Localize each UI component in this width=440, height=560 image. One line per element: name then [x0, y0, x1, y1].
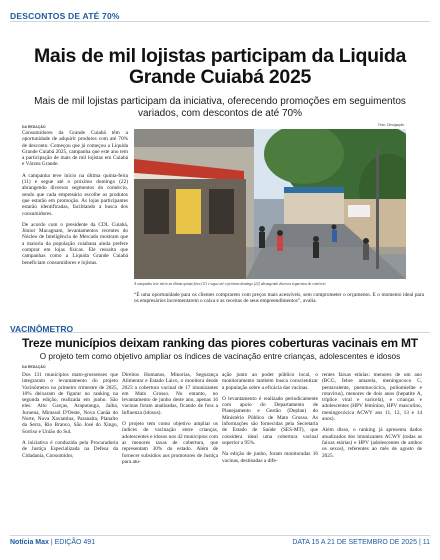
paragraph: A iniciativa é conduzida pela Procuradoria de Justiça Especializada na Defesa da Cidadania, Consumidor, [22, 439, 118, 459]
article2-column-4 [322, 372, 422, 464]
byline: DA REDAÇÃO [22, 365, 46, 369]
article1-column-1 [22, 130, 128, 271]
byline: DA REDAÇÃO [22, 125, 46, 129]
page-separator: | [418, 539, 421, 546]
article2-column-2 [122, 372, 218, 470]
article2-headline: Treze municípios deixam ranking das piores coberturas vacinais em MT [22, 336, 418, 350]
page-footer [10, 535, 430, 549]
article2-subhead: O projeto tem como objetivo ampliar os índices de vacinação entre crianças, adolescentes e idosos [39, 352, 401, 361]
page-number: 11 [422, 539, 430, 546]
paragraph: Na edição de junho, foram monitoradas 16 vacinas, destinadas a dife- [222, 451, 318, 464]
section-tag-vacinometro [10, 319, 430, 333]
footer-dates [292, 539, 430, 546]
paragraph: ação junto ao poder público local, o monitoramento também busca conscientizar a população sobre a eficácia das vacinas. [222, 372, 318, 391]
paragraph: Dos 131 municípios mato-grossenses que integraram o levantamento do projeto Vacinômetro no primeiro trimestre de 2025, 10% deixaram de figurar no ranking na segunda edição, realizada em junho. São eles: Alto Garças, Araputanga, Jaíba, Juruena, Mirassol D'Oeste, Nova Canãa do Norte, Nova Xavantina, Paranaíta, Planalto da Serra, Rio Branco, São José do Xingu, Sorriso e União do Sul. [22, 372, 118, 435]
paragraph: Direitos Humanos, Minorias, Segurança Alimentar e Estado Laico, o monitora desde 2023 a cobertura vacinal de 17 imunizantes em Mato Grosso. No entanto, no levantamento de junho deste ano, apenas 16 vacinas foram analisadas, ficando de fora a Influenza (idosos). [122, 372, 218, 416]
photo-caption: A campanha teve início na última quinta-feira (11) e segue até o próximo domingo (22) abrangendo diversos segmentos do comércio [134, 282, 326, 286]
article2-column-3 [222, 372, 318, 469]
article-quote: “É uma oportunidade para os clientes comprarem com preços mais acessíveis, sem comprometer o orçamento. E o momento ideal para os empresários incrementarem o caixa e as receitas de seus empreendimentos”, avalia. [134, 292, 424, 305]
paragraph: Além disso, o ranking já apresenta dados atualizados dos imunizantes ACWY (todas as faixas etárias) e HPV (adolescentes de ambos os sexos), referentes ao mês de agosto de 2025. [322, 427, 422, 459]
paragraph: O levantamento é realizado periodicamente com apoio do Departamento de Planejamento e Gestão (Deplan) do Ministério Público de Mato Grosso. As informações são fornecidas pela Secretaria de Estado de Saúde (SES-MT), que considera ideal uma cobertura vacinal superior a 95%. [222, 395, 318, 446]
article-photo [134, 129, 406, 279]
photo-credit: Foto: Divulgação [378, 123, 405, 127]
paragraph: De acordo com o presidente da CDL Cuiabá, Júnior Macagnam, levantamentos recentes do Núcleo de Inteligência de Mercado mostram que a maioria da população cuiabana ainda prefere comprar em lojas físicas. Ele ressalta que campanhas como a Liquida Grande Cuiabá beneficiam consumidores e lojistas. [22, 221, 128, 266]
date-range: DATA 15 A 21 DE SETEMBRO DE 2025 [292, 539, 417, 546]
section-label: VACINÔMETRO [10, 324, 74, 334]
article2-column-1 [22, 372, 118, 464]
section-tag-top [10, 6, 430, 22]
paragraph: O projeto tem como objetivo ampliar os índices de vacinação entre crianças, adolescentes e idosos nos 42 municípios com as menores taxas de cobertura, que representam 30% do estado. Além de fornecer subsídios aos promotores de Justiça para atu- [122, 421, 218, 465]
article-headline: Mais de mil lojistas participam da Liquida Grande Cuiabá 2025 [33, 45, 407, 88]
footer-brand [10, 539, 95, 546]
section-label: DESCONTOS DE ATÉ 70% [10, 11, 120, 21]
street-scene-image [134, 129, 406, 279]
article-subhead: Mais de mil lojistas participam da iniciativa, oferecendo promoções em seguimentos variados, com descontos de até 70% [34, 96, 406, 119]
edition-number: | EDIÇÃO 491 [50, 539, 96, 546]
paragraph: A campanha teve início na última quinta-feira (11) e segue até o próximo domingo (22) abrangendo diversos segmentos do comércio, sendo que cada empresário escolhe os produtos que estarão em promoção. As lojas participantes estarão identificadas, facilitando a busca dos consumidores. [22, 172, 128, 217]
paragraph: rentes faixas etárias: menores de um ano (BCG, febre amarela, meningococo C, pentavalente, pneumocócica, poliomielite e rotavírus), menores de dois anos (hepatite A, tríplice viral e varicela), e crianças e adolescentes (HPV feminino, HPV masculino, meningocócica ACWY aos 11, 12, 13 e 14 anos). [322, 372, 422, 423]
brand-name: Notícia Max [10, 539, 49, 546]
paragraph: Consumidores da Grande Cuiabá têm a oportunidade de adquirir produtos com até 70% de desconto. Começou que já começou a Liquida Grande Cuiabá 2025, campanha que este ano tem a participação de mais de mil lojistas em Cuiabá e Várzea Grande. [22, 130, 128, 168]
